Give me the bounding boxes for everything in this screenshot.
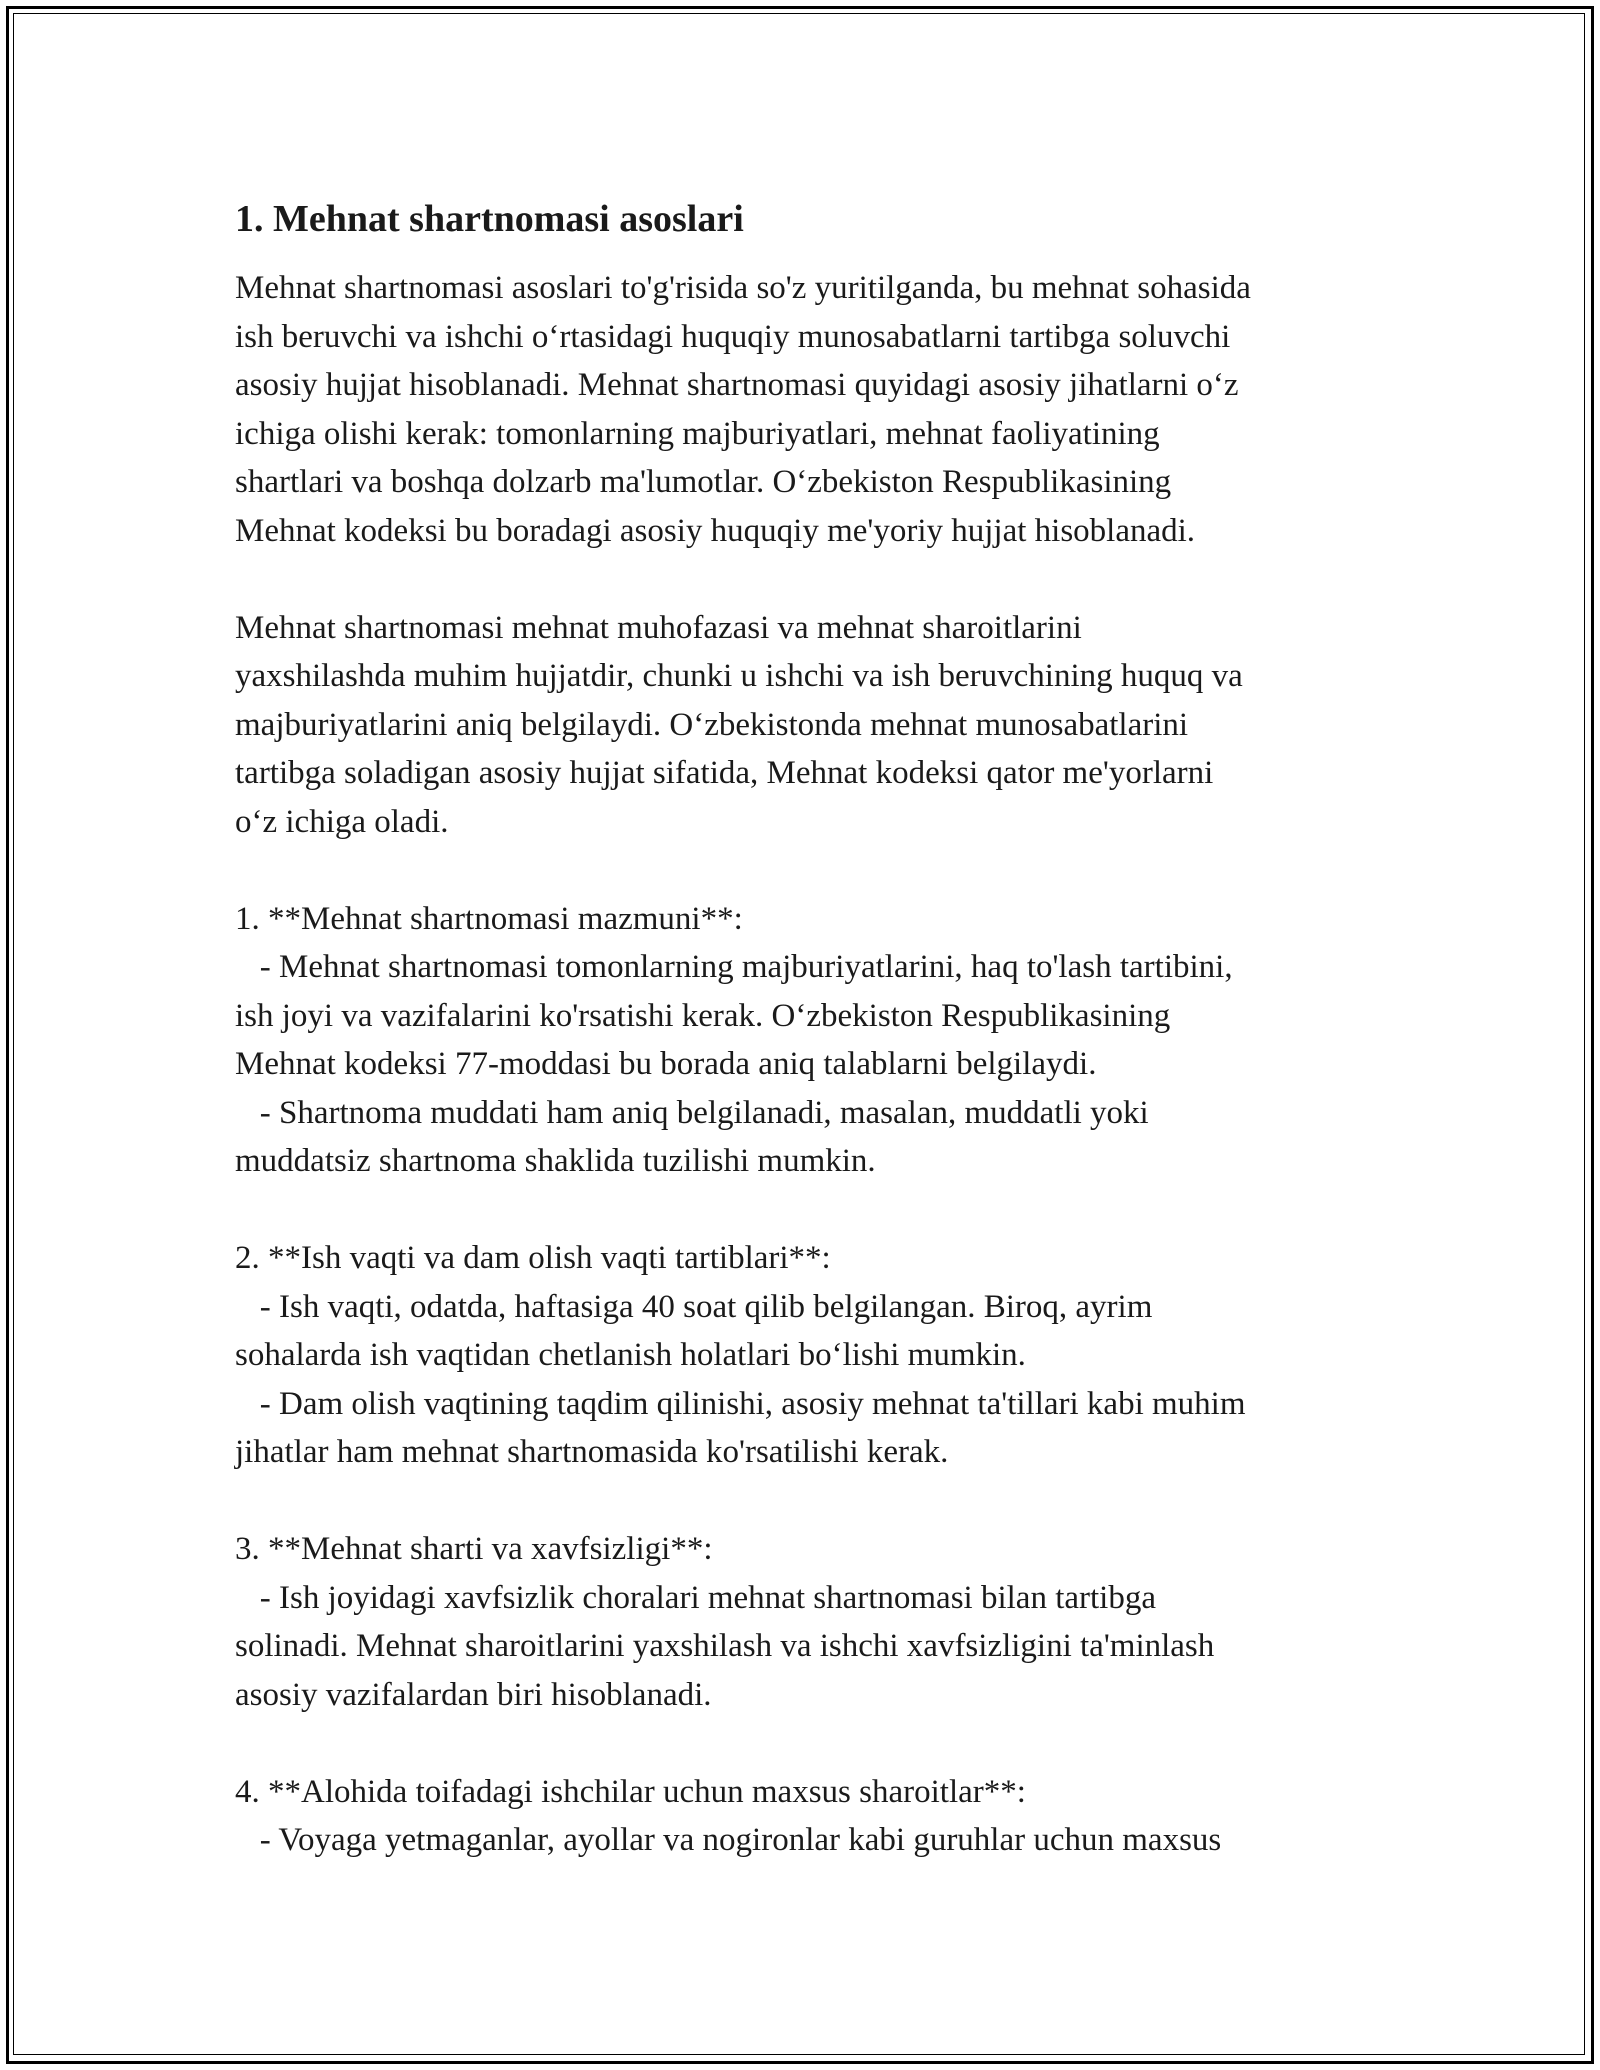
- list-item-safety: 3. **Mehnat sharti va xavfsizligi**: - Ish joyidagi xavfsizlik choralari mehnat shartnomasi bilan tartibga solinadi. Mehnat sharoitlarini yaxshilash va ishchi xavfsizligini ta'minlash asosiy vazifalardan biri hisoblanadi.: [235, 1531, 1215, 1713]
- paragraph-importance: Mehnat shartnomasi mehnat muhofazasi va mehnat sharoitlarini yaxshilashda muhim hujjatdir, chunki u ishchi va ish beruvchining huquq va majburiyatlarini aniq belgilaydi. O‘zbekistonda mehnat munosabatlarini tartibga soladigan asosiy hujjat sifatida, Mehnat kodeksi qator me'yorlarni o‘z ichiga oladi.: [235, 609, 1243, 840]
- document-body: [235, 180, 1385, 1913]
- list-item-contract-content: 1. **Mehnat shartnomasi mazmuni**: - Mehnat shartnomasi tomonlarning majburiyatlarini, haq to'lash tartibini, ish joyi va vazifalarini ko'rsatishi kerak. O‘zbekiston Respublikasining Mehnat kodeksi 77-moddasi bu borada aniq talablarni belgilaydi. - Shartnoma muddati ham aniq belgilanadi, masalan, muddatli yoki muddatsiz shartnoma shaklida tuzilishi mumkin.: [235, 900, 1233, 1179]
- list-item-special-categories: 4. **Alohida toifadagi ishchilar uchun maxsus sharoitlar**: - Voyaga yetmaganlar, ayollar va nogironlar kabi guruhlar uchun maxsus: [235, 1773, 1222, 1858]
- document-title: 1. Mehnat shartnomasi asoslari: [235, 198, 744, 240]
- paragraph-intro: Mehnat shartnomasi asoslari to'g'risida so'z yuritilganda, bu mehnat sohasida ish beruvchi va ishchi o‘rtasidagi huquqiy munosabatlarni tartibga soluvchi asosiy hujjat hisoblanadi. Mehnat shartnomasi quyidagi asosiy jihatlarni o‘z ichiga olishi kerak: tomonlarning majburiyatlari, mehnat faoliyatining shartlari va boshqa dolzarb ma'lumotlar. O‘zbekiston Respublikasining Mehnat kodeksi bu boradagi asosiy huquqiy me'yoriy hujjat hisoblanadi.: [235, 270, 1251, 549]
- list-item-working-hours: 2. **Ish vaqti va dam olish vaqti tartiblari**: - Ish vaqti, odatda, haftasiga 40 soat qilib belgilangan. Biroq, ayrim sohalarda ish vaqtidan chetlanish holatlari bo‘lishi mumkin. - Dam olish vaqtining taqdim qilinishi, asosiy mehnat ta'tillari kabi muhim jihatlar ham mehnat shartnomasida ko'rsatilishi kerak.: [235, 1240, 1246, 1470]
